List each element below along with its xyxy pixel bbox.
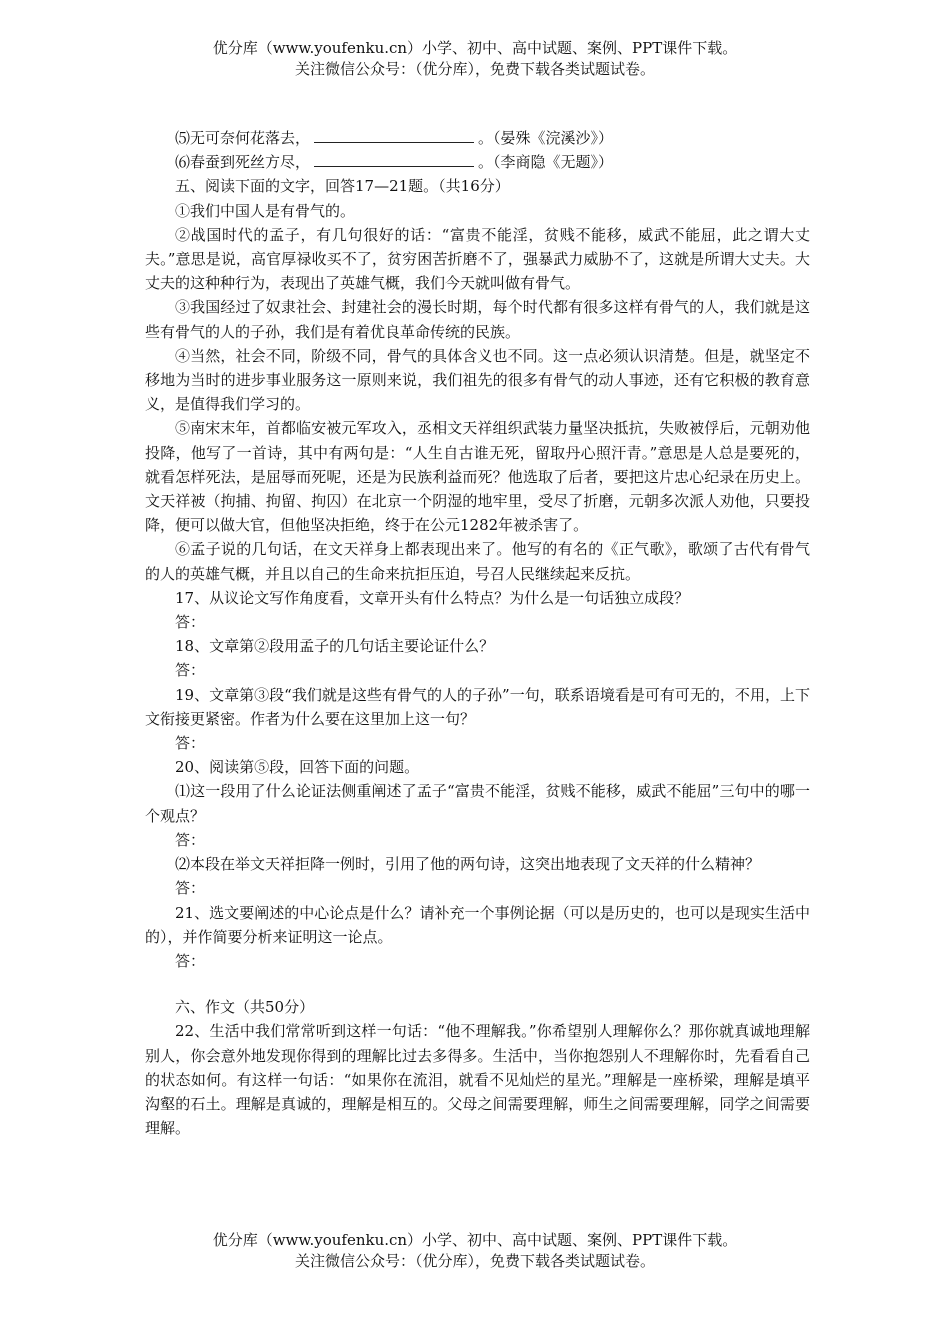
section-heading: 六、作文（共50分） xyxy=(175,998,315,1017)
answer-label: 答： xyxy=(175,951,206,970)
answer-label: 答： xyxy=(175,830,206,849)
answer-label: 答： xyxy=(175,734,206,753)
sub-question: ⑴这一段用了什么论证法侧重阐述了孟子“富贵不能淫，贫贱不能移，威武不能屈”三句中的哪一个观点？ xyxy=(145,782,810,825)
essay-prompt: 22、生活中我们常常听到这样一句话：“他不理解我。”你希望别人理解你么？那你就真诚地理解别人，你会意外地发现你得到的理解比过去多得多。生活中，当你抱怨别人不理解你时，先看看自己的状态如何。有这样一句话：“如果你在流泪，就看不见灿烂的星光。”理解是一座桥梁，理解是填平沟壑的石土。理解是真诚的，理解是相互的。父母之间需要理解，师生之间需要理解，同学之间需要理解。 xyxy=(145,1022,810,1138)
question: 20、阅读第⑤段，回答下面的问题。 xyxy=(175,758,420,777)
header-line-2: 关注微信公众号：（优分库），免费下载各类试题试卷。 xyxy=(294,60,655,78)
question: 18、文章第②段用孟子的几句话主要论证什么？ xyxy=(175,637,495,656)
question: 17、从议论文写作角度看，文章开头有什么特点？为什么是一句话独立成段？ xyxy=(175,588,690,607)
passage-paragraph: ①我们中国人是有骨气的。 xyxy=(175,201,356,220)
passage-paragraph: ⑤南宋末年，首都临安被元军攻入，丞相文天祥组织武装力量坚决抵抗，失败被俘后，元朝劝他投降，他写了一首诗，其中有两句是：“人生自古谁无死，留取丹心照汗青。”意思是人总是要死的，就看怎样死法，是屈辱而死呢，还是为民族利益而死？他选取了后者，要把这片忠心纪录在历史上。文天祥被（拘捕、拘留、拘囚）在北京一个阴湿的地牢里，受尽了折磨，元朝多次派人劝他，只要投降，便可以做大官，但他坚决拒绝，终于在公元1282年被杀害了。 xyxy=(145,419,810,535)
question: 21、选文要阐述的中心论点是什么？请补充一个事例论据（可以是历史的，也可以是现实生活中的），并作简要分析来证明这一论点。 xyxy=(145,903,810,946)
passage-paragraph: ②战国时代的孟子，有几句很好的话：“富贵不能淫，贫贱不能移，威武不能屈，此之谓大丈夫。”意思是说，高官厚禄收买不了，贫穷困苦折磨不了，强暴武力威胁不了，这就是所谓大丈夫。大丈夫的这种种行为，表现出了英雄气概，我们今天就叫做有骨气。 xyxy=(145,225,810,293)
answer-label: 答： xyxy=(175,613,206,632)
passage-paragraph: ③我国经过了奴隶社会、封建社会的漫长时期，每个时代都有很多这样有骨气的人，我们就是这些有骨气的人的子孙，我们是有着优良革命传统的民族。 xyxy=(145,298,810,341)
answer-label: 答： xyxy=(175,879,206,898)
sub-question: ⑵本段在举文天祥拒降一例时，引用了他的两句诗，这突出地表现了文天祥的什么精神？ xyxy=(175,855,761,874)
footer-line-2: 关注微信公众号：（优分库），免费下载各类试题试卷。 xyxy=(294,1252,655,1270)
section-heading: 五、阅读下面的文字，回答17—21题。（共16分） xyxy=(175,177,510,196)
answer-label: 答： xyxy=(175,661,206,680)
answer-blank xyxy=(314,151,474,167)
page-header xyxy=(0,38,950,80)
footer-line-1: 优分库（www.youfenku.cn）小学、初中、高中试题、案例、PPT课件下载。 xyxy=(212,1231,738,1249)
fill-item: ⑸无可奈何花落去， 。（晏殊《浣溪沙》） xyxy=(175,129,614,147)
page-footer xyxy=(0,1230,950,1272)
question: 19、文章第③段“我们就是这些有骨气的人的子孙”一句，联系语境看是可有可无的，不用，上下文衔接更紧密。作者为什么要在这里加上这一句？ xyxy=(145,685,810,728)
passage-paragraph: ⑥孟子说的几句话，在文天祥身上都表现出来了。他写的有名的《正气歌》，歌颂了古代有骨气的人的英雄气概，并且以自己的生命来抗拒压迫，号召人民继续起来反抗。 xyxy=(145,540,810,583)
document-body xyxy=(145,126,810,1140)
fill-item: ⑹春蚕到死丝方尽， 。（李商隐《无题》） xyxy=(175,153,614,172)
header-line-1: 优分库（www.youfenku.cn）小学、初中、高中试题、案例、PPT课件下载。 xyxy=(212,39,738,57)
answer-blank xyxy=(314,127,474,143)
passage-paragraph: ④当然，社会不同，阶级不同，骨气的具体含义也不同。这一点必须认识清楚。但是，就坚定不移地为当时的进步事业服务这一原则来说，我们祖先的很多有骨气的动人事迹，还有它积极的教育意义，是值得我们学习的。 xyxy=(145,346,810,414)
